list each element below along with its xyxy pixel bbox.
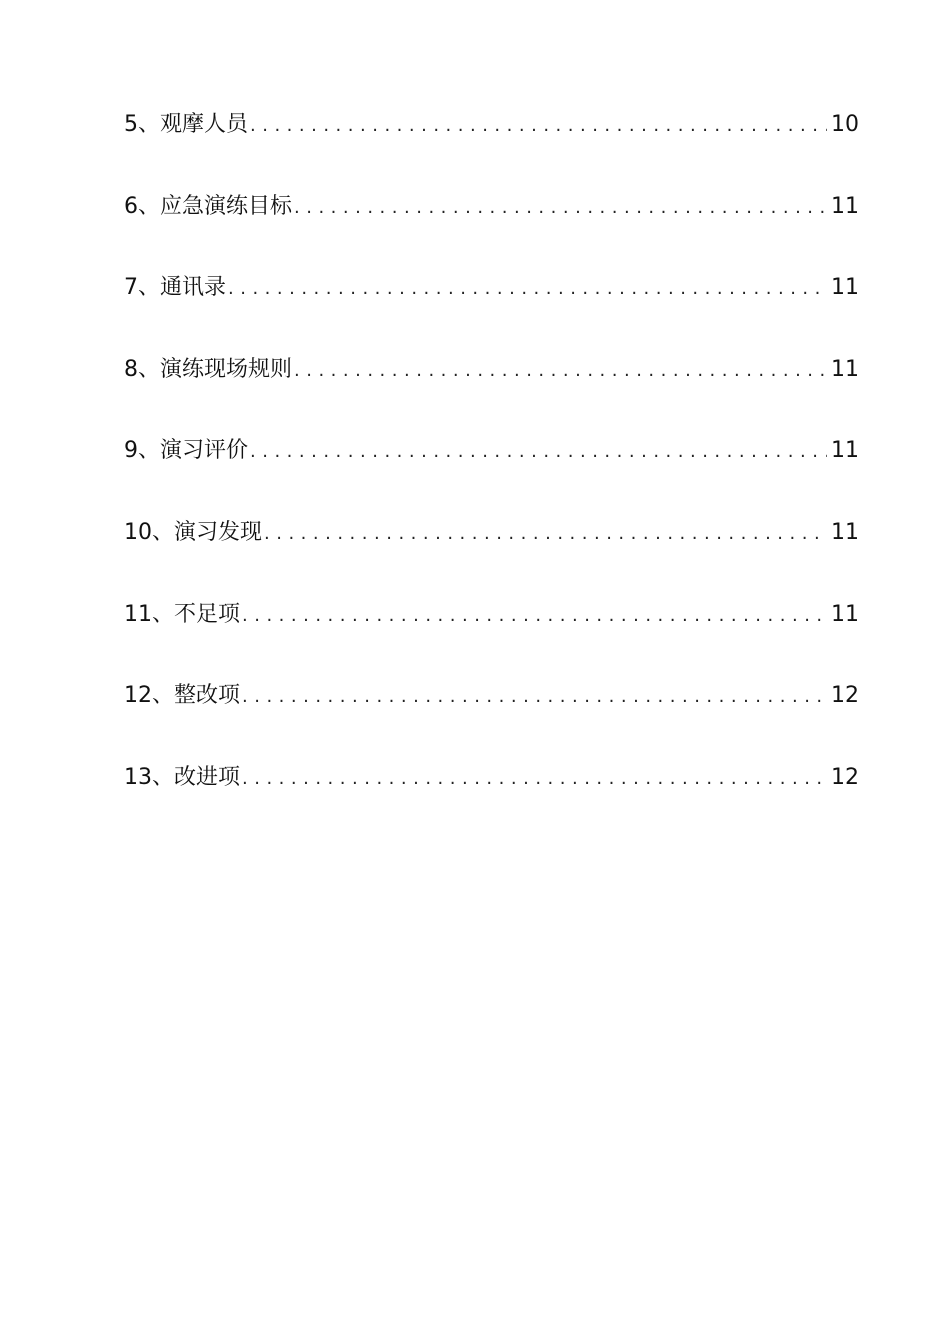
toc-entry-title: 12、整改项 — [124, 683, 240, 709]
toc-entry-title: 8、演练现场规则 — [124, 356, 292, 382]
toc-entry-page: 12 — [831, 683, 859, 709]
toc-entry-findings[interactable] — [124, 512, 859, 554]
toc-entry-title: 13、改进项 — [124, 764, 240, 790]
dot-leader — [292, 350, 827, 392]
dot-leader — [262, 513, 827, 555]
toc-entry-page: 11 — [831, 275, 859, 301]
toc-entry-page: 11 — [831, 356, 859, 382]
toc-entry-title: 6、应急演练目标 — [124, 193, 292, 219]
toc-entry-site-rules[interactable] — [124, 349, 859, 391]
dot-leader — [240, 676, 827, 718]
toc-entry-improvements[interactable] — [124, 757, 859, 799]
toc-entry-title: 7、通讯录 — [124, 275, 226, 301]
toc-entry-drill-goals[interactable] — [124, 186, 859, 228]
toc-entry-page: 10 — [831, 112, 859, 137]
toc-entry-title: 10、演习发现 — [124, 519, 262, 545]
toc-entry-page: 12 — [831, 764, 859, 790]
toc-entry-observers[interactable] — [124, 104, 859, 146]
dot-leader — [240, 595, 827, 637]
toc-entry-title: 9、演习评价 — [124, 438, 248, 464]
dot-leader — [292, 187, 827, 229]
toc-entry-page: 11 — [831, 519, 859, 545]
toc-entry-evaluation[interactable] — [124, 430, 859, 472]
dot-leader — [248, 105, 827, 147]
table-of-contents — [124, 104, 859, 838]
toc-entry-rectification[interactable] — [124, 675, 859, 717]
toc-entry-deficiencies[interactable] — [124, 594, 859, 636]
toc-entry-page: 11 — [831, 438, 859, 464]
toc-entry-page: 11 — [831, 601, 859, 627]
dot-leader — [248, 431, 827, 473]
toc-entry-title: 5、观摩人员 — [124, 112, 248, 137]
toc-entry-contacts[interactable] — [124, 267, 859, 309]
dot-leader — [240, 758, 827, 800]
toc-entry-page: 11 — [831, 193, 859, 219]
toc-entry-title: 11、不足项 — [124, 601, 240, 627]
dot-leader — [226, 268, 827, 310]
